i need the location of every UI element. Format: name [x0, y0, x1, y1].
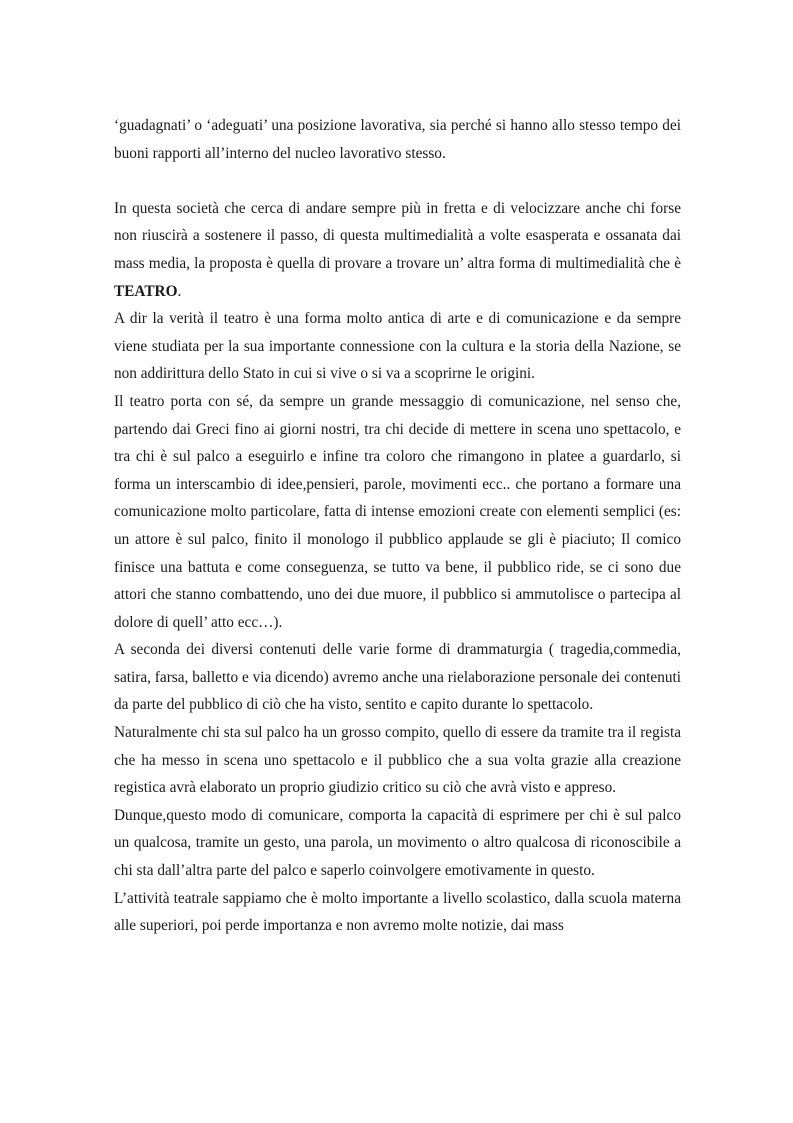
paragraph-5: A seconda dei diversi contenuti delle varie forme di drammaturgia ( tragedia,commedia, satira, farsa, balletto e via dicendo) avremo anche una rielaborazione personale dei contenuti da parte del pubblico di ciò che ha visto, sentito e capito durante lo spettacolo.	[114, 641, 681, 714]
paragraph-2-end: .	[177, 282, 182, 300]
paragraph-2-text: In questa società che cerca di andare sempre più in fretta e di velocizzare anche chi forse non riuscirà a sostenere il passo, di questa multimedialità a volte esasperata e ossanata dai mass media, la proposta è quella di provare a trovare un’ altra forma di multimedialità che è	[114, 199, 681, 272]
paragraph-2	[114, 195, 681, 305]
paragraph-1: ‘guadagnati’ o ‘adeguati’ una posizione lavorativa, sia perché si hanno allo stesso tempo dei buoni rapporti all’interno del nucleo lavorativo stesso.	[114, 117, 681, 162]
paragraph-spacer	[114, 167, 681, 195]
paragraph-3: A dir la verità il teatro è una forma molto antica di arte e di comunicazione e da sempre viene studiata per la sua importante connessione con la cultura e la storia della Nazione, se non addirittura dello Stato in cui si vive o si va a scoprirne le origini.	[114, 310, 681, 383]
paragraph-4: Il teatro porta con sé, da sempre un grande messaggio di comunicazione, nel senso che, partendo dai Greci fino ai giorni nostri, tra chi decide di mettere in scena uno spettacolo, e tra chi è sul palco a eseguirlo e infine tra coloro che rimangono in platee a guardarlo, si forma un interscambio di idee,pensieri, parole, movimenti ecc.. che portano a formare una comunicazione molto particolare, fatta di intense emozioni create con elementi semplici (es: un attore è sul palco, finito il monologo il pubblico applaude se gli è piaciuto; Il comico finisce una battuta e come conseguenza, se tutto va bene, il pubblico ride, se ci sono due attori che stanno combattendo, uno dei due muore, il pubblico si ammutolisce o partecipa al dolore di quell’ atto ecc…).	[114, 392, 681, 631]
paragraph-6: Naturalmente chi sta sul palco ha un grosso compito, quello di essere da tramite tra il regista che ha messo in scena uno spettacolo e il pubblico che a sua volta grazie alla creazione registica avrà elaborato un proprio giudizio critico su ciò che avrà visto e appreso.	[114, 724, 681, 797]
paragraph-7: Dunque,questo modo di comunicare, comporta la capacità di esprimere per chi è sul palco un qualcosa, tramite un gesto, una parola, un movimento o altro qualcosa di riconoscibile a chi sta dall’altra parte del palco e saperlo coinvolgere emotivamente in questo.	[114, 806, 681, 880]
teatro-emphasis: TEATRO	[114, 282, 178, 300]
document-page	[114, 112, 681, 940]
paragraph-8: L’attività teatrale sappiamo che è molto importante a livello scolastico, dalla scuola materna alle superiori, poi perde importanza e non avremo molte notizie, dai mass	[114, 889, 681, 935]
